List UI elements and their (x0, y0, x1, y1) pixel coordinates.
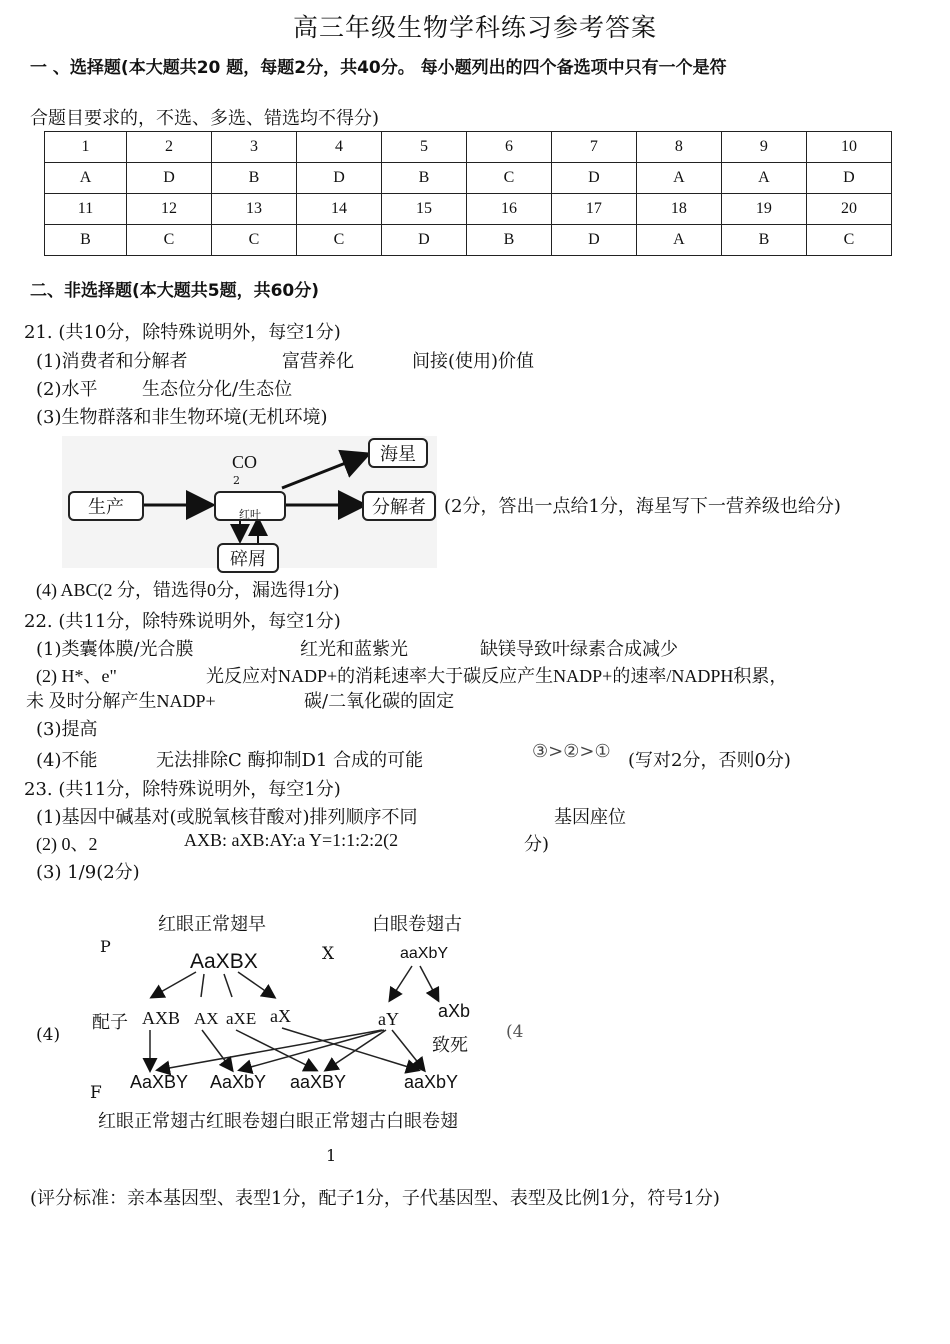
q22-answer-4c: ③>②>① (532, 741, 611, 762)
offspring-3: aaXBY (290, 1072, 347, 1092)
gamete-p2-2: aXb (438, 1001, 471, 1021)
q22-answer-2d: 碳/二氧化碳的固定 (304, 691, 455, 712)
table-cell: C (127, 225, 212, 256)
page-title: 高三年级生物学科练习参考答案 (292, 13, 657, 42)
q22-answer-4b: 无法排除C 酶抑制D1 合成的可能 (156, 750, 424, 771)
q21-answer-2b: 生态位分化/生态位 (142, 379, 293, 400)
q21-answer-2a: (2)水平 (36, 379, 98, 400)
q23-answer-3: (3) 1/9(2分) (36, 862, 140, 883)
side-score: (4 (506, 1022, 524, 1042)
q23-answer-2a: (2) 0、2 (36, 834, 98, 854)
gamete-p2-1: aY (378, 1009, 399, 1029)
gamete-label: 配子 (92, 1012, 128, 1033)
table-cell: D (296, 163, 381, 194)
q23-header: 23. (共11分，除特殊说明外，每空1分) (24, 779, 341, 800)
producer-box (68, 491, 144, 521)
q21-answer-1b: 富营养化 (282, 351, 354, 372)
f1-label: F (90, 1083, 102, 1103)
offspring-1: AaXBY (130, 1072, 189, 1092)
decomposer-label: 分解者 (372, 497, 426, 518)
table-cell: B (466, 225, 551, 256)
section1-heading: 一 、选择题(本大题共20 题，每题2分，共40分。 每小题列出的四个备选项中只有一个是符 (30, 58, 727, 78)
table-cell: 4 (296, 132, 381, 163)
parent1-genotype: AaXBX (190, 950, 258, 973)
diagram-note: (2分，答出一点给1分，海星写下一营养级也给分) (444, 496, 841, 517)
q21-answer-3: (3)生物群落和非生物环境(无机环境) (36, 407, 328, 428)
center-box (214, 491, 286, 521)
detritus-box (217, 543, 279, 573)
q22-answer-4d: (写对2分，否则0分) (628, 750, 791, 771)
q23-answer-2b: AXB: aXB:AY:a Y=1:1:2:2(2 (184, 830, 399, 850)
table-cell: D (551, 225, 636, 256)
q21-answer-1c: 间接(使用)价值 (412, 351, 535, 372)
table-cell: B (45, 225, 127, 256)
q23-answer-1b: 基因座位 (554, 807, 626, 828)
co2-label: CO (232, 452, 258, 472)
table-cell: A (721, 163, 806, 194)
table-cell: B (212, 163, 297, 194)
offspring-2: AaXbY (210, 1072, 267, 1092)
table-cell: 14 (296, 194, 381, 225)
table-cell: 19 (721, 194, 806, 225)
q22-answer-2c: 未 及时分解产生NADP+ (26, 691, 216, 711)
table-cell: 6 (466, 132, 551, 163)
section2-heading: 二、非选择题(本大题共5题，共60分) (30, 281, 320, 301)
table-cell: 3 (212, 132, 297, 163)
table-cell: D (127, 163, 212, 194)
table-cell: 16 (466, 194, 551, 225)
gamete-p1-3: aXE (226, 1009, 257, 1028)
table-cell: B (721, 225, 806, 256)
table-cell: D (551, 163, 636, 194)
q22-answer-4a: (4)不能 (36, 750, 98, 771)
table-cell: 10 (806, 132, 891, 163)
q23-answer-1a: (1)基因中碱基对(或脱氧核苷酸对)排列顺序不同 (36, 807, 418, 828)
center-box-label: 红叶 (239, 508, 261, 521)
starfish-label: 海星 (380, 444, 416, 465)
f1-subscript: 1 (326, 1146, 337, 1165)
table-cell: D (806, 163, 891, 194)
table-cell: A (45, 163, 127, 194)
offspring-phenotypes: 红眼正常翅古红眼卷翅白眼正常翅古白眼卷翅 (98, 1111, 458, 1131)
p-label: P (100, 937, 111, 956)
table-cell: 11 (45, 194, 127, 225)
gamete-p1-2: AX (194, 1009, 219, 1028)
producer-label: 生产 (88, 497, 124, 518)
decomposer-box (362, 491, 436, 521)
parent1-phenotype: 红眼正常翅早 (158, 914, 266, 934)
table-cell: A (636, 225, 721, 256)
gamete-p1-4: aX (270, 1006, 291, 1026)
gamete-p1-1: AXB (142, 1008, 181, 1028)
table-cell: A (636, 163, 721, 194)
co2-subscript: 2 (233, 474, 240, 487)
q23-answer-2c: 分) (524, 834, 550, 855)
table-cell: 5 (381, 132, 466, 163)
table-cell: 15 (381, 194, 466, 225)
detritus-label: 碎屑 (230, 549, 266, 570)
table-cell: 18 (636, 194, 721, 225)
q22-answer-2b: 光反应对NADP+的消耗速率大于碳反应产生NADP+的速率/NADPH积累， (206, 666, 788, 686)
q22-answer-2a: (2) H*、e" (36, 666, 117, 686)
table-cell: B (381, 163, 466, 194)
q23-part4-label: (4) (36, 1025, 61, 1045)
table-cell: 7 (551, 132, 636, 163)
table-cell: 9 (721, 132, 806, 163)
table-cell: 8 (636, 132, 721, 163)
starfish-box (368, 438, 428, 468)
offspring-4: aaXbY (404, 1072, 459, 1092)
table-cell: 13 (212, 194, 297, 225)
q22-header: 22. (共11分，除特殊说明外，每空1分) (24, 611, 341, 632)
q22-answer-1b: 红光和蓝紫光 (300, 639, 408, 660)
q21-header: 21. (共10分，除特殊说明外，每空1分) (24, 322, 341, 343)
q22-answer-3: (3)提高 (36, 719, 98, 740)
section1-heading-cont: 合题目要求的，不选、多选、错选均不得分) (30, 108, 380, 129)
cross-symbol: X (322, 944, 335, 964)
table-cell: C (466, 163, 551, 194)
table-cell: C (212, 225, 297, 256)
q22-answer-1a: (1)类囊体膜/光合膜 (36, 639, 194, 660)
lethal-label: 致死 (432, 1035, 468, 1056)
table-cell: 12 (127, 194, 212, 225)
q21-answer-4: (4) ABC(2 分，错选得0分，漏选得1分) (36, 580, 339, 600)
q21-answer-1a: (1)消费者和分解者 (36, 351, 188, 372)
parent2-genotype: aaXbY (400, 945, 449, 962)
table-cell: 20 (806, 194, 891, 225)
table-cell: C (296, 225, 381, 256)
table-cell: 1 (45, 132, 127, 163)
table-cell: C (806, 225, 891, 256)
table-cell: 2 (127, 132, 212, 163)
scoring-criteria: (评分标准：亲本基因型、表型1分，配子1分，子代基因型、表型及比例1分，符号1分) (30, 1188, 720, 1209)
q22-answer-1c: 缺镁导致叶绿素合成减少 (480, 639, 678, 660)
parent2-phenotype: 白眼卷翅古 (372, 914, 462, 934)
table-cell: D (381, 225, 466, 256)
table-cell: 17 (551, 194, 636, 225)
